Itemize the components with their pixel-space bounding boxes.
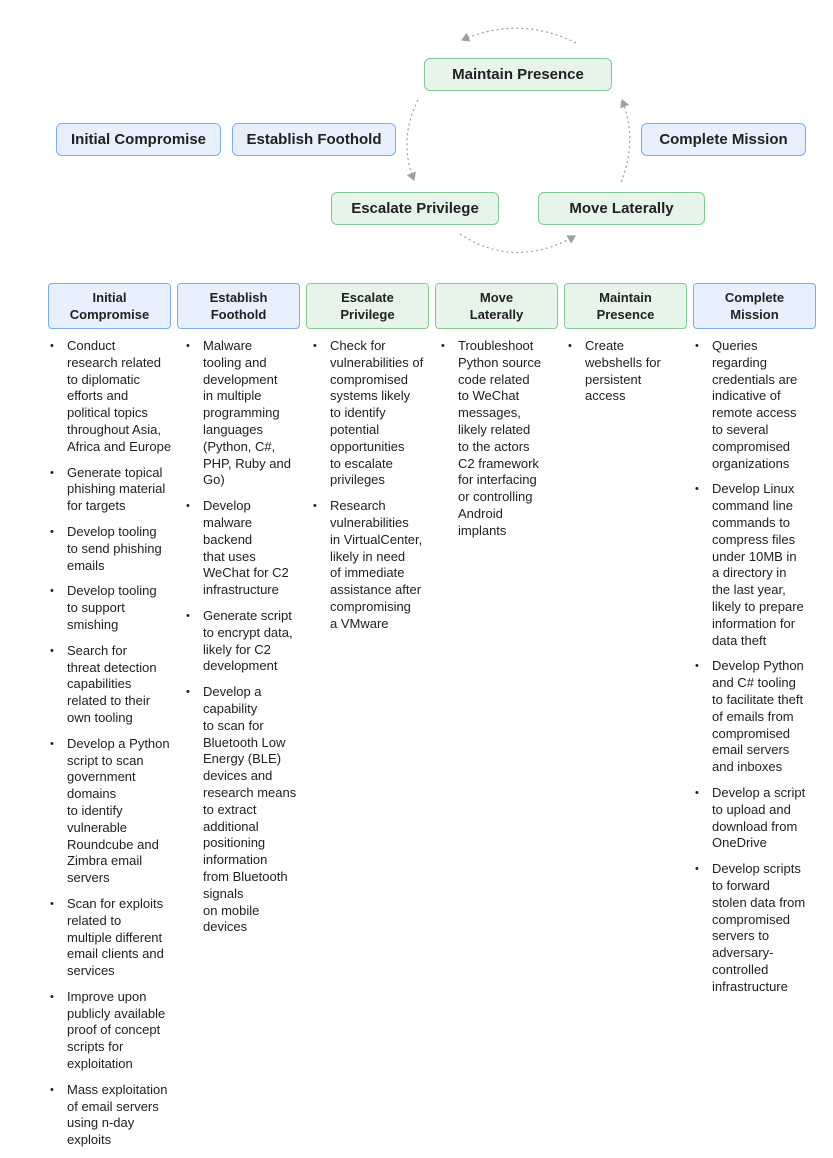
list-item: • Generate script to encrypt data, likely for C2 development (183, 608, 301, 675)
box-escalate-privilege: Escalate Privilege (331, 192, 499, 225)
list-item: • Malware tooling and development in multiple programming languages (Python, C#, PHP, Ruby and Go) (183, 338, 301, 489)
list-item: • Troubleshoot Python source code related to WeChat messages, likely related to the actors C2 framework for interfacing or controlling Android implants (438, 338, 560, 540)
column-header-initial-compromise: Initial Compromise (48, 283, 171, 329)
list-item: • Develop a capability to scan for Bluetooth Low Energy (BLE) devices and research means to extract additional positioning information from Bluetooth signals on mobile devices (183, 684, 301, 936)
list-item: • Improve upon publicly available proof of concept scripts for exploitation (47, 989, 179, 1073)
list-item: • Develop tooling to send phishing emails (47, 524, 179, 574)
column-header-maintain-presence: Maintain Presence (564, 283, 687, 329)
box-complete-mission: Complete Mission (641, 123, 806, 156)
list-item: • Develop a Python script to scan government domains to identify vulnerable Roundcube and Zimbra email servers (47, 736, 179, 887)
column-list-establish-foothold (183, 338, 301, 945)
list-item: • Develop a script to upload and download from OneDrive (692, 785, 822, 852)
column-list-complete-mission (692, 338, 822, 1004)
column-list-initial-compromise (47, 338, 179, 1158)
list-item: • Research vulnerabilities in VirtualCenter, likely in need of immediate assistance after compromising a VMware (310, 498, 435, 632)
column-header-move-laterally: Move Laterally (435, 283, 558, 329)
arrow-right (621, 100, 630, 182)
list-item: • Mass exploitation of email servers using n-day exploits (47, 1082, 179, 1149)
column-list-maintain-presence (565, 338, 687, 414)
box-establish-foothold: Establish Foothold (232, 123, 396, 156)
column-header-escalate-privilege: Escalate Privilege (306, 283, 429, 329)
list-item: • Search for threat detection capabilities related to their own tooling (47, 643, 179, 727)
list-item: • Generate topical phishing material for targets (47, 465, 179, 515)
arrow-bottom (460, 234, 575, 253)
list-item: • Develop scripts to forward stolen data from compromised servers to adversary- controlled infrastructure (692, 861, 822, 995)
list-item: • Queries regarding credentials are indicative of remote access to several compromised organizations (692, 338, 822, 472)
list-item: • Develop malware backend that uses WeChat for C2 infrastructure (183, 498, 301, 599)
box-maintain-presence: Maintain Presence (424, 58, 612, 91)
box-move-laterally: Move Laterally (538, 192, 705, 225)
arrow-left (407, 100, 418, 180)
list-item: • Develop tooling to support smishing (47, 583, 179, 633)
list-item: • Create webshells for persistent access (565, 338, 687, 405)
list-item: • Develop Python and C# tooling to facilitate theft of emails from compromised email servers and inboxes (692, 658, 822, 776)
column-list-move-laterally (438, 338, 560, 549)
column-header-complete-mission: Complete Mission (693, 283, 816, 329)
list-item: • Check for vulnerabilities of compromised systems likely to identify potential opportunities to escalate privileges (310, 338, 435, 489)
list-item: • Scan for exploits related to multiple different email clients and services (47, 896, 179, 980)
column-header-establish-foothold: Establish Foothold (177, 283, 300, 329)
list-item: • Conduct research related to diplomatic efforts and political topics throughout Asia, Africa and Europe (47, 338, 179, 456)
list-item: • Develop Linux command line commands to compress files under 10MB in a directory in the last year, likely to prepare information for data theft (692, 481, 822, 649)
column-list-escalate-privilege (310, 338, 435, 642)
arrow-top (462, 28, 576, 43)
box-initial-compromise: Initial Compromise (56, 123, 221, 156)
